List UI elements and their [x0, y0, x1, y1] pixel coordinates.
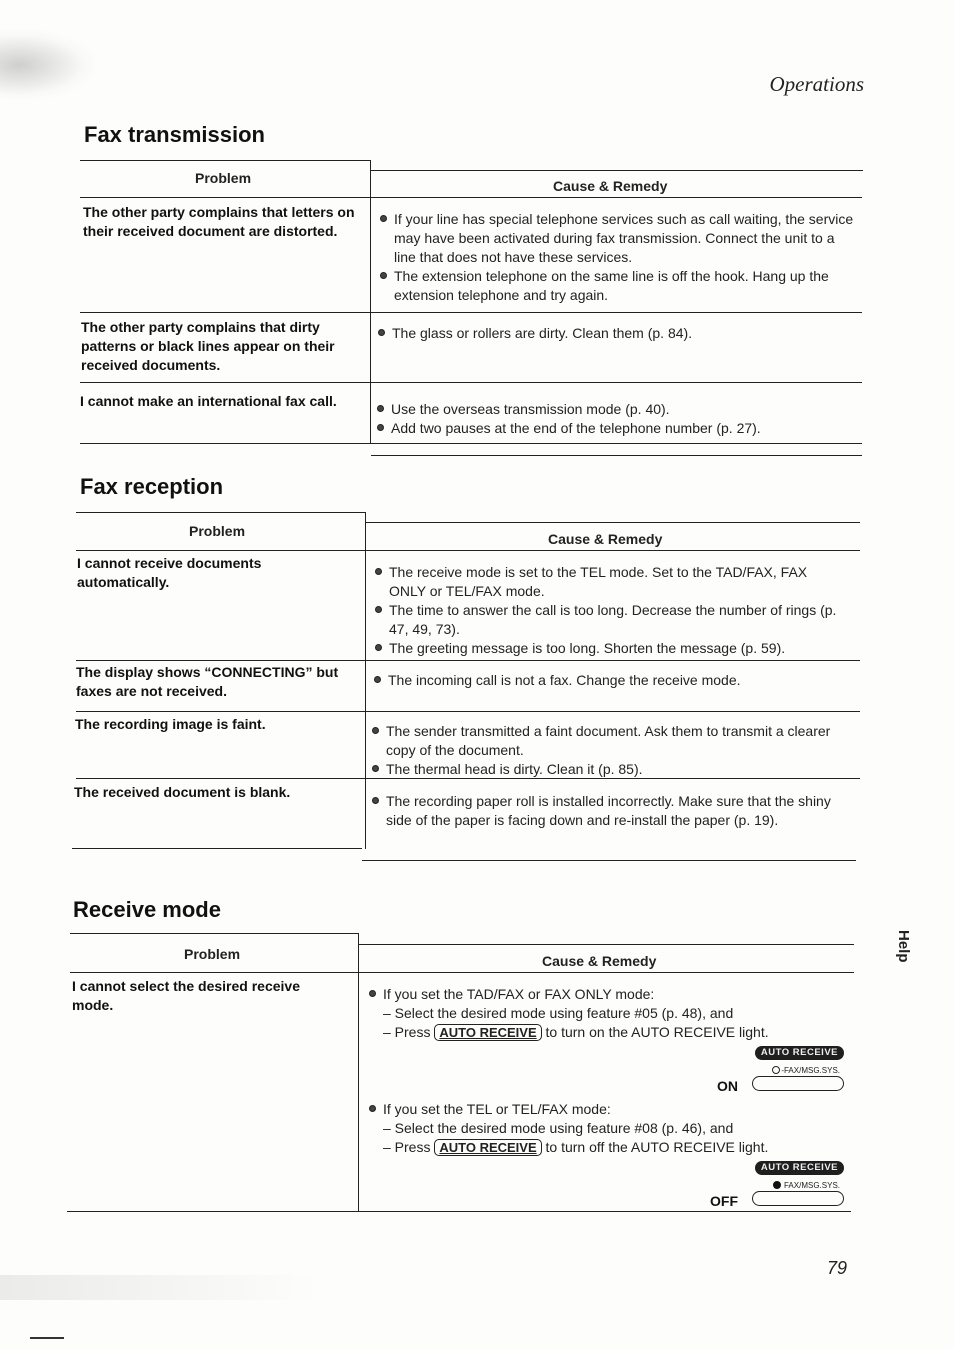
bullet-icon: [380, 215, 387, 222]
auto-receive-panel-off: [369, 1161, 844, 1211]
bullet-icon: [380, 272, 387, 279]
list-item: If your line has special telephone services such as call waiting, the service may have been activated during fax transmission. Connect the unit to a line that does not have these services.: [380, 210, 860, 267]
problem-text: The recording image is faint.: [75, 716, 266, 732]
list-item: The glass or rollers are dirty. Clean them (p. 84).: [378, 324, 858, 343]
list-item: Add two pauses at the end of the telephone number (p. 27).: [377, 419, 857, 438]
remedy-list: [377, 400, 857, 438]
step-text: – Press AUTO RECEIVE to turn on the AUTO RECEIVE light.: [383, 1024, 769, 1040]
page-number: 79: [827, 1258, 848, 1278]
remedy-list: [375, 563, 845, 658]
bullet-icon: [374, 676, 381, 683]
scan-artifact: [0, 30, 95, 100]
list-item: The incoming call is not a fax. Change the receive mode.: [374, 671, 844, 690]
scan-artifact: [0, 1275, 320, 1300]
led-off-icon: [773, 1181, 781, 1189]
auto-receive-badge: AUTO RECEIVE: [755, 1046, 844, 1060]
problem-text: I cannot select the desired receive mode.: [72, 978, 300, 1013]
column-header-cause-remedy: Cause & Remedy: [548, 531, 663, 547]
problem-text: The display shows “CONNECTING” but faxes are not received.: [76, 664, 339, 699]
list-item: If you set the TAD/FAX or FAX ONLY mode:: [369, 985, 844, 1004]
step-text: – Select the desired mode using feature #05 (p. 48), and: [383, 1005, 734, 1021]
list-item: The sender transmitted a faint document. Ask them to transmit a clearer copy of the document.: [372, 722, 842, 760]
led-indicator: FAX/MSG.SYS.: [773, 1176, 840, 1195]
problem-text: The other party complains that dirty patterns or black lines appear on their received documents.: [81, 319, 335, 373]
bullet-icon: [372, 797, 379, 804]
problem-text: The received document is blank.: [74, 784, 291, 800]
problem-text: The other party complains that letters on their received document are distorted.: [83, 204, 355, 239]
button-outline-icon: [752, 1076, 844, 1091]
led-on-icon: [772, 1066, 780, 1074]
list-item: If you set the TEL or TEL/FAX mode:: [369, 1100, 844, 1119]
list-item: The receive mode is set to the TEL mode. Set to the TAD/FAX, FAX ONLY or TEL/FAX mode.: [375, 563, 845, 601]
light-state-label: ON: [717, 1078, 738, 1094]
column-header-cause-remedy: Cause & Remedy: [542, 953, 657, 969]
list-item: The thermal head is dirty. Clean it (p. 85).: [372, 760, 842, 779]
column-header-problem: Problem: [195, 170, 252, 186]
bullet-icon: [375, 606, 382, 613]
bullet-icon: [375, 644, 382, 651]
led-indicator: -FAX/MSG.SYS.: [772, 1061, 840, 1080]
button-outline-icon: [752, 1191, 844, 1206]
problem-text: I cannot receive documents automatically.: [77, 555, 262, 590]
scan-mark: [30, 1337, 64, 1339]
light-state-label: OFF: [710, 1193, 738, 1209]
section-title-receive-mode: Receive mode: [73, 897, 221, 922]
problem-text: I cannot make an international fax call.: [80, 393, 337, 409]
column-header-problem: Problem: [184, 946, 241, 962]
column-header-cause-remedy: Cause & Remedy: [553, 178, 668, 194]
auto-receive-key: AUTO RECEIVE: [434, 1024, 541, 1041]
list-item: The greeting message is too long. Shorten the message (p. 59).: [375, 639, 845, 658]
auto-receive-badge: AUTO RECEIVE: [755, 1161, 844, 1175]
remedy-list: [374, 671, 844, 690]
remedy-list: [369, 985, 844, 1215]
step-text: – Select the desired mode using feature #08 (p. 46), and: [383, 1120, 734, 1136]
bullet-icon: [372, 727, 379, 734]
side-tab-help: Help: [895, 930, 912, 963]
list-item: The time to answer the call is too long. Decrease the number of rings (p. 47, 49, 73).: [375, 601, 845, 639]
bullet-icon: [369, 990, 376, 997]
bullet-icon: [377, 405, 384, 412]
section-title-fax-transmission: Fax transmission: [84, 122, 265, 147]
list-item: The extension telephone on the same line is off the hook. Hang up the extension telephone and try again.: [380, 267, 860, 305]
running-header: Operations: [769, 72, 864, 96]
list-item: Use the overseas transmission mode (p. 40).: [377, 400, 857, 419]
step-text: – Press AUTO RECEIVE to turn off the AUTO RECEIVE light.: [383, 1139, 769, 1155]
column-header-problem: Problem: [189, 523, 246, 539]
bullet-icon: [369, 1105, 376, 1112]
auto-receive-panel-on: [369, 1046, 844, 1096]
list-item: The recording paper roll is installed incorrectly. Make sure that the shiny side of the paper is facing down and re-install the paper (p. 19).: [372, 792, 847, 830]
remedy-list: [380, 210, 860, 305]
bullet-icon: [375, 568, 382, 575]
remedy-list: [378, 324, 858, 343]
bullet-icon: [378, 329, 385, 336]
auto-receive-key: AUTO RECEIVE: [434, 1139, 541, 1156]
remedy-list: [372, 722, 842, 779]
bullet-icon: [377, 424, 384, 431]
section-title-fax-reception: Fax reception: [80, 474, 224, 499]
remedy-list: [372, 792, 847, 830]
bullet-icon: [372, 765, 379, 772]
